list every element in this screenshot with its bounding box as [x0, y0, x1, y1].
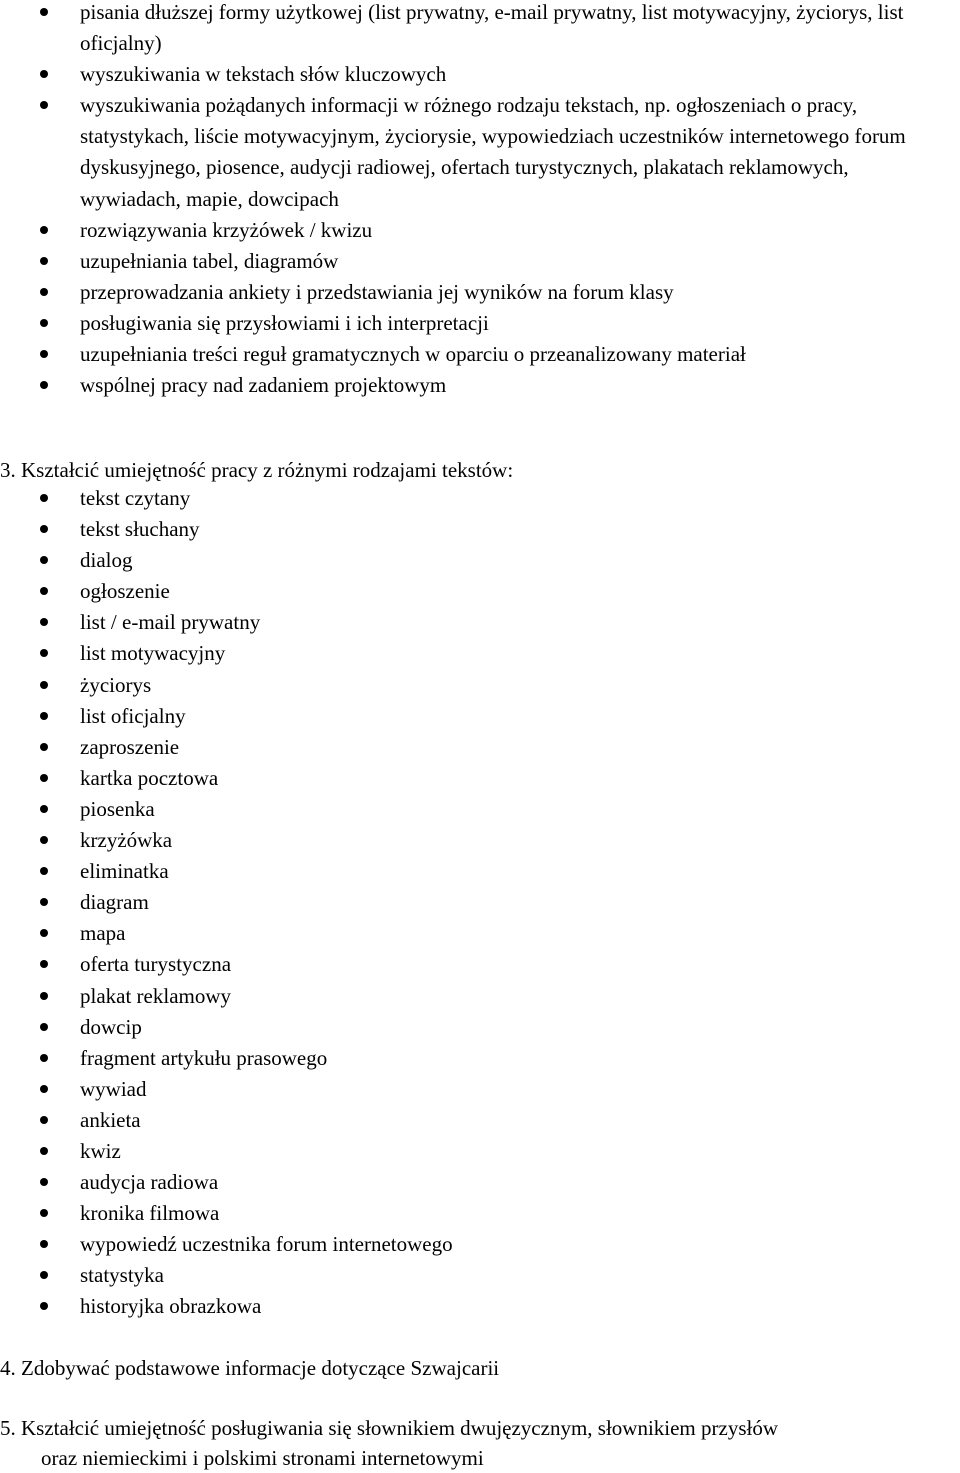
list-item: [0, 918, 960, 949]
list-item: [0, 856, 960, 887]
list-item: [0, 308, 960, 339]
bullet-icon: [40, 525, 48, 533]
list-item-text: historyjka obrazkowa: [80, 1294, 262, 1319]
list-item-text: statystyka: [80, 1263, 164, 1288]
list-item: [0, 638, 960, 669]
bullet-icon: [40, 350, 48, 358]
list-item-text: dowcip: [80, 1014, 142, 1039]
skills-list: [0, 0, 960, 401]
list-item: [0, 1012, 960, 1043]
list-item-text: audycja radiowa: [80, 1170, 219, 1195]
list-item-text: kronika filmowa: [80, 1201, 220, 1226]
list-item-text: zaproszenie: [80, 734, 180, 759]
bullet-icon: [40, 1023, 48, 1031]
list-item: [0, 0, 960, 59]
bullet-icon: [40, 257, 48, 265]
list-item: [0, 1198, 960, 1229]
list-item-text: plakat reklamowy: [80, 983, 232, 1008]
bullet-icon: [40, 319, 48, 327]
bullet-icon: [40, 836, 48, 844]
list-item: [0, 1105, 960, 1136]
bullet-icon: [40, 712, 48, 720]
list-item: [0, 277, 960, 308]
list-item-text: mapa: [80, 921, 126, 946]
list-item-text: ogłoszenie: [80, 579, 170, 604]
list-item-text: tekst słuchany: [80, 517, 200, 542]
list-item-text: życiorys: [80, 672, 152, 697]
list-item-text: wypowiedź uczestnika forum internetowego: [80, 1232, 453, 1257]
bullet-icon: [40, 587, 48, 595]
list-item-text: list / e-mail prywatny: [80, 610, 261, 635]
list-item: [0, 670, 960, 701]
section-5-heading: [0, 1413, 960, 1473]
list-item: [0, 339, 960, 370]
list-item-text: krzyżówka: [80, 828, 173, 853]
list-item: [0, 949, 960, 980]
list-item: [0, 794, 960, 825]
list-item-text: ankieta: [80, 1107, 141, 1132]
bullet-icon: [40, 1147, 48, 1155]
bullet-icon: [40, 743, 48, 751]
bullet-icon: [40, 226, 48, 234]
list-item: [0, 514, 960, 545]
list-item-text: list oficjalny: [80, 703, 186, 728]
list-item: [0, 1043, 960, 1074]
bullet-icon: [40, 929, 48, 937]
section-5-line-2: oraz niemieckimi i polskimi stronami internetowymi: [41, 1446, 484, 1470]
list-item: [0, 763, 960, 794]
list-item-text: posługiwania się przysłowiami i ich interpretacji: [80, 310, 489, 335]
bullet-icon: [40, 1240, 48, 1248]
list-item: [0, 1229, 960, 1260]
list-item-text: fragment artykułu prasowego: [80, 1045, 328, 1070]
bullet-icon: [40, 556, 48, 564]
list-item: [0, 576, 960, 607]
list-item: [0, 825, 960, 856]
list-item: [0, 59, 960, 90]
list-item-text: przeprowadzania ankiety i przedstawiania jej wyników na forum klasy: [80, 279, 674, 304]
list-item: [0, 215, 960, 246]
bullet-icon: [40, 1271, 48, 1279]
list-item-text: eliminatka: [80, 859, 169, 884]
list-item-text: wywiad: [80, 1076, 147, 1101]
bullet-icon: [40, 494, 48, 502]
list-item: [0, 732, 960, 763]
section-5-line-1: 5. Kształcić umiejętność posługiwania się słownikiem dwujęzycznym, słownikiem przysłów: [0, 1416, 779, 1440]
list-item: [0, 1291, 960, 1322]
bullet-icon: [40, 8, 48, 16]
bullet-icon: [40, 618, 48, 626]
list-item: [0, 1074, 960, 1105]
list-item: [0, 1167, 960, 1198]
list-item-text: piosenka: [80, 796, 155, 821]
list-item-text: kwiz: [80, 1138, 121, 1163]
list-item: [0, 370, 960, 401]
bullet-icon: [40, 1054, 48, 1062]
bullet-icon: [40, 1085, 48, 1093]
list-item-text: wyszukiwania pożądanych informacji w różnego rodzaju tekstach, np. ogłoszeniach o pracy, statystykach, liście motywacyjnym, życiorysie, wypowiedziach uczestników internetowego forum dyskusyjnego, piosence, audycji radiowej, ofertach turystycznych, plakatach reklamowych, wywiadach, mapie, dowcipach: [80, 93, 906, 211]
list-item-text: wspólnej pracy nad zadaniem projektowym: [80, 373, 447, 398]
bullet-icon: [40, 805, 48, 813]
list-item: [0, 246, 960, 277]
bullet-icon: [40, 960, 48, 968]
list-item: [0, 607, 960, 638]
list-item-text: rozwiązywania krzyżówek / kwizu: [80, 217, 373, 242]
list-item-text: uzupełniania tabel, diagramów: [80, 248, 339, 273]
list-item: [0, 545, 960, 576]
list-item: [0, 1136, 960, 1167]
bullet-icon: [40, 1116, 48, 1124]
list-item-text: diagram: [80, 890, 149, 915]
list-item-text: list motywacyjny: [80, 641, 226, 666]
bullet-icon: [40, 101, 48, 109]
list-item: [0, 90, 960, 214]
bullet-icon: [40, 992, 48, 1000]
bullet-icon: [40, 1209, 48, 1217]
bullet-icon: [40, 649, 48, 657]
list-item-text: tekst czytany: [80, 486, 191, 510]
list-item: [0, 1260, 960, 1291]
list-item-text: uzupełniania treści reguł gramatycznych w oparciu o przeanalizowany materiał: [80, 342, 746, 367]
list-item: [0, 981, 960, 1012]
bullet-icon: [40, 898, 48, 906]
list-item-text: wyszukiwania w tekstach słów kluczowych: [80, 62, 447, 87]
bullet-icon: [40, 681, 48, 689]
list-item: [0, 483, 960, 514]
bullet-icon: [40, 381, 48, 389]
bullet-icon: [40, 1178, 48, 1186]
section-4-heading: 4. Zdobywać podstawowe informacje dotyczące Szwajcarii: [0, 1356, 500, 1380]
list-item: [0, 701, 960, 732]
list-item-text: oferta turystyczna: [80, 952, 232, 977]
bullet-icon: [40, 774, 48, 782]
bullet-icon: [40, 867, 48, 875]
list-item-text: dialog: [80, 548, 133, 573]
text-types-list: [0, 483, 960, 1323]
section-3-heading: 3. Kształcić umiejętność pracy z różnymi rodzajami tekstów:: [0, 458, 514, 482]
bullet-icon: [40, 1302, 48, 1310]
list-item: [0, 887, 960, 918]
list-item-text: pisania dłuższej formy użytkowej (list prywatny, e-mail prywatny, list motywacyjny, życiorys, list oficjalny): [80, 0, 904, 56]
bullet-icon: [40, 70, 48, 78]
list-item-text: kartka pocztowa: [80, 765, 219, 790]
bullet-icon: [40, 288, 48, 296]
